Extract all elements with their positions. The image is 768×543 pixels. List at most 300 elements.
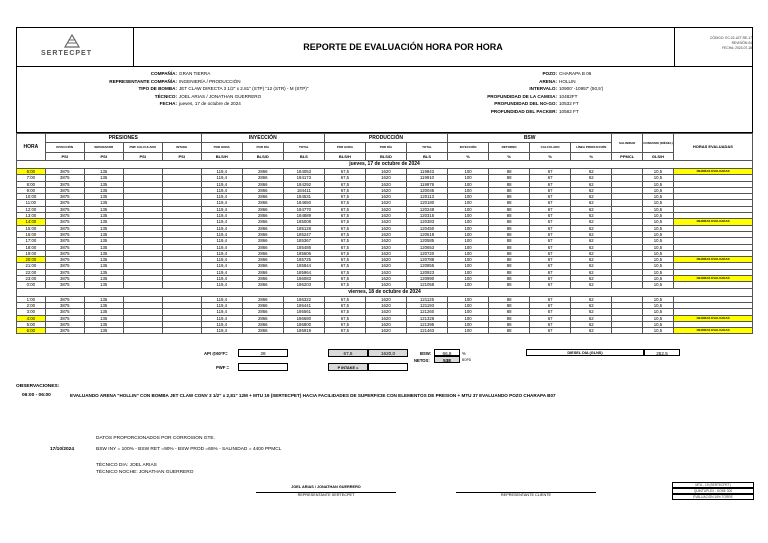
- production-hour-cell: 67,5: [324, 175, 365, 181]
- bsw-return-cell: 88: [489, 175, 530, 181]
- hour-cell: 18:00: [17, 244, 46, 250]
- unit-cell: PSI: [123, 153, 162, 161]
- separator-pressure-cell: 135: [84, 238, 123, 244]
- subheader-cell: INTAKE: [162, 143, 201, 153]
- bsw-calculated-cell: 67: [530, 169, 571, 175]
- injection-total-cell: 186203: [283, 282, 324, 288]
- bsw-injection-cell: 100: [448, 276, 489, 282]
- bsw-label: BSW:: [420, 351, 432, 356]
- separator-pressure-cell: 135: [84, 269, 123, 275]
- bsw-calculated-cell: 67: [530, 328, 571, 334]
- injection-pressure-cell: 3875: [45, 200, 84, 206]
- bsw-calculated-cell: 67: [530, 263, 571, 269]
- production-hour-summary: 67,5: [328, 349, 368, 357]
- injection-day-cell: 2866: [242, 175, 283, 181]
- production-day-cell: 1620: [365, 269, 406, 275]
- day-separator-row: [17, 288, 753, 296]
- doc-revision: REVISIÓN 04: [731, 41, 752, 45]
- injection-hour-cell: 119,4: [201, 200, 242, 206]
- bsw-calculated-cell: 67: [530, 276, 571, 282]
- bsw-return-cell: 88: [489, 238, 530, 244]
- injection-hour-cell: 119,4: [201, 296, 242, 302]
- subheader-cell: POR HORA: [324, 143, 365, 153]
- bsw-calculated-cell: 67: [530, 231, 571, 237]
- report-header: [16, 27, 753, 67]
- injection-total-cell: 184650: [283, 200, 324, 206]
- production-hour-cell: 67,5: [324, 276, 365, 282]
- pintake-value: [368, 363, 408, 371]
- diesel-cell: 10,5: [643, 213, 674, 219]
- production-day-cell: 1620: [365, 321, 406, 327]
- bsw-line-cell: 62: [571, 169, 612, 175]
- injection-pressure-cell: 3875: [45, 175, 84, 181]
- diesel-day-label: DIESEL DIA (GLNS): [526, 349, 644, 356]
- bsw-return-cell: 88: [489, 200, 530, 206]
- technician-day: TÉCNICO DIA: JOEL ARIAS: [96, 463, 157, 468]
- injection-day-cell: 2866: [242, 169, 283, 175]
- production-day-cell: 1620: [365, 315, 406, 321]
- unit-cell: %: [530, 153, 571, 161]
- unit-cell: GLS/H: [643, 153, 674, 161]
- technician-night: TÉCNICO NOCHE: JONATHAN GUERRERO: [96, 470, 194, 475]
- injection-total-cell: 184053: [283, 169, 324, 175]
- separator-pressure-cell: 135: [84, 315, 123, 321]
- bsw-line-cell: 62: [571, 238, 612, 244]
- subheader-cell: SEPARADOR: [84, 143, 123, 153]
- hour-cell: 7:00: [17, 175, 46, 181]
- bsw-line-cell: 62: [571, 328, 612, 334]
- injection-hour-cell: 119,4: [201, 263, 242, 269]
- injection-total-cell: 185367: [283, 238, 324, 244]
- injection-hour-cell: 119,4: [201, 282, 242, 288]
- injection-pressure-cell: 3875: [45, 169, 84, 175]
- hour-cell: 17:00: [17, 238, 46, 244]
- report-sheet: [16, 27, 753, 542]
- production-total-cell: 120315: [406, 213, 447, 219]
- injection-total-cell: 185486: [283, 244, 324, 250]
- production-total-cell: 120923: [406, 269, 447, 275]
- bsw-injection-cell: 100: [448, 315, 489, 321]
- bsw-return-cell: 88: [489, 187, 530, 193]
- production-hour-cell: 67,5: [324, 315, 365, 321]
- injection-total-cell: 184889: [283, 213, 324, 219]
- diesel-cell: 10,5: [643, 219, 674, 225]
- bsw-return-cell: 88: [489, 206, 530, 212]
- production-hour-cell: 67,5: [324, 296, 365, 302]
- diesel-cell: 10,5: [643, 328, 674, 334]
- bsw-calculated-cell: 67: [530, 244, 571, 250]
- rep-sertecpet-label: REPRESENTANTE SERTECPET: [297, 493, 355, 497]
- netos-value: 538: [434, 356, 460, 363]
- bsw-line-cell: 62: [571, 302, 612, 308]
- subheader-cell: INYECCIÓN: [448, 143, 489, 153]
- hours-evaluated-cell: 16HORAS EVALUADAS: [673, 257, 752, 263]
- production-hour-cell: 67,5: [324, 282, 365, 288]
- info-left-row: [57, 79, 241, 84]
- info-label: PROFUNDIDAD DEL NO-GO:: [494, 101, 557, 106]
- production-hour-cell: 67,5: [324, 302, 365, 308]
- info-right-row: [437, 79, 576, 84]
- hours-evaluated-cell: 16HORAS EVALUADAS: [673, 315, 752, 321]
- production-day-cell: 1620: [365, 181, 406, 187]
- bsw-calculated-cell: 67: [530, 250, 571, 256]
- subheader-salinity: SALINIDAD: [612, 134, 643, 153]
- document-codes: [674, 28, 754, 66]
- info-value: CHARAPA B 06: [559, 71, 592, 76]
- group-injection: INYECCIÓN: [201, 134, 324, 143]
- info-value: 10532 FT: [559, 101, 579, 106]
- subheader-diesel: CONSUMO (DIÉSEL): [643, 134, 674, 153]
- unit-cell: PSI: [45, 153, 84, 161]
- bsw-calculated-cell: 67: [530, 194, 571, 200]
- bsw-injection-cell: 100: [448, 169, 489, 175]
- bsw-calculated-cell: 67: [530, 225, 571, 231]
- injection-hour-cell: 119,4: [201, 250, 242, 256]
- injection-day-cell: 2866: [242, 282, 283, 288]
- separator-pressure-cell: 135: [84, 200, 123, 206]
- production-hour-cell: 67,5: [324, 257, 365, 263]
- injection-hour-cell: 119,4: [201, 315, 242, 321]
- unit-cell: BLS/D: [365, 153, 406, 161]
- separator-pressure-cell: 135: [84, 219, 123, 225]
- injection-day-cell: 2866: [242, 213, 283, 219]
- production-hour-cell: 67,5: [324, 200, 365, 206]
- doc-code: CÓDIGO: EC-02-LET-RE-17: [710, 36, 752, 40]
- hour-cell: 12:00: [17, 206, 46, 212]
- subheader-cell: INYECCIÓN: [45, 143, 84, 153]
- injection-hour-cell: 119,4: [201, 194, 242, 200]
- hourly-evaluation-table: [16, 133, 753, 334]
- unit-cell: BLS/H: [324, 153, 365, 161]
- bsw-calculated-cell: 67: [530, 187, 571, 193]
- bsw-return-cell: 88: [489, 219, 530, 225]
- production-day-cell: 1620: [365, 263, 406, 269]
- diesel-cell: 10,5: [643, 206, 674, 212]
- production-day-cell: 1620: [365, 169, 406, 175]
- observations-time: 06:00 - 06:00: [22, 393, 51, 398]
- bsw-return-cell: 88: [489, 194, 530, 200]
- hour-cell: 6:00: [17, 328, 46, 334]
- bsw-calculated-cell: 67: [530, 219, 571, 225]
- injection-hour-cell: 119,4: [201, 269, 242, 275]
- info-right-row: [437, 86, 603, 91]
- subheader-cell: POR HORA: [201, 143, 242, 153]
- diesel-cell: 10,5: [643, 187, 674, 193]
- injection-total-cell: 186322: [283, 296, 324, 302]
- bsw-line-cell: 62: [571, 315, 612, 321]
- injection-pressure-cell: 3875: [45, 263, 84, 269]
- bsw-injection-cell: 100: [448, 321, 489, 327]
- injection-hour-cell: 119,4: [201, 321, 242, 327]
- bsw-return-cell: 88: [489, 213, 530, 219]
- bsw-line-cell: 62: [571, 225, 612, 231]
- bsw-injection-cell: 100: [448, 206, 489, 212]
- separator-pressure-cell: 135: [84, 263, 123, 269]
- unit-cell: BLS/H: [201, 153, 242, 161]
- production-hour-cell: 67,5: [324, 206, 365, 212]
- hour-cell: 3:00: [17, 309, 46, 315]
- separator-pressure-cell: 135: [84, 244, 123, 250]
- production-hour-cell: 67,5: [324, 169, 365, 175]
- observations-text: EVALUANDO ARENA "HOLLIN" CON BOMBA JET CLAW CONV 3 1/2" x 2,81" 12M + MTU 19 (SERTECPET) HACIA FACILIDADES DE SUPERFICIE CON ELEMENTOS DE PRESION + MTU 37 EVALUANDO POZO CHARAPA B07: [70, 393, 556, 398]
- subheader-cell: RETORNO: [489, 143, 530, 153]
- production-hour-cell: 67,5: [324, 269, 365, 275]
- production-hour-cell: 67,5: [324, 231, 365, 237]
- diesel-cell: 10,5: [643, 257, 674, 263]
- production-total-cell: 121395: [406, 321, 447, 327]
- bsw-calculated-cell: 67: [530, 321, 571, 327]
- pintake-label: P INTAKE =: [328, 363, 368, 371]
- hour-cell: 4:00: [17, 315, 46, 321]
- bsw-line-cell: 62: [571, 231, 612, 237]
- hour-cell: 9:00: [17, 187, 46, 193]
- injection-pressure-cell: 3875: [45, 219, 84, 225]
- bsw-line-cell: 62: [571, 219, 612, 225]
- bsw-return-cell: 88: [489, 282, 530, 288]
- production-total-cell: 121125: [406, 296, 447, 302]
- bsw-injection-cell: 100: [448, 257, 489, 263]
- diesel-cell: 10,5: [643, 321, 674, 327]
- unit-cell: PPMCL: [612, 153, 643, 161]
- injection-day-cell: 2866: [242, 328, 283, 334]
- injection-day-cell: 2866: [242, 250, 283, 256]
- hours-evaluated-cell: 16HORAS EVALUADAS: [673, 328, 752, 334]
- separator-pressure-cell: 135: [84, 328, 123, 334]
- production-hour-cell: 67,5: [324, 181, 365, 187]
- bsw-injection-cell: 100: [448, 238, 489, 244]
- diesel-cell: 10,5: [643, 175, 674, 181]
- diesel-cell: 10,5: [643, 231, 674, 237]
- injection-pressure-cell: 3875: [45, 282, 84, 288]
- bsw-calculated-cell: 67: [530, 206, 571, 212]
- bsw-return-cell: 88: [489, 169, 530, 175]
- injection-day-cell: 2866: [242, 181, 283, 187]
- bsw-line-cell: 62: [571, 175, 612, 181]
- company-logo: [17, 28, 134, 66]
- diesel-cell: 10,5: [643, 169, 674, 175]
- injection-day-cell: 2866: [242, 206, 283, 212]
- table-row: [17, 328, 753, 334]
- hour-cell: 13:00: [17, 213, 46, 219]
- bsw-return-cell: 88: [489, 309, 530, 315]
- separator-pressure-cell: 135: [84, 257, 123, 263]
- api-label: API @60°F=: [204, 351, 228, 356]
- injection-day-cell: 2866: [242, 231, 283, 237]
- hour-cell: 23:00: [17, 276, 46, 282]
- production-day-cell: 1620: [365, 282, 406, 288]
- bsw-return-cell: 88: [489, 315, 530, 321]
- injection-day-cell: 2866: [242, 238, 283, 244]
- hour-cell: 1:00: [17, 296, 46, 302]
- production-day-cell: 1620: [365, 231, 406, 237]
- well-info: [16, 67, 753, 133]
- injection-total-cell: 185964: [283, 269, 324, 275]
- bsw-injection-cell: 100: [448, 309, 489, 315]
- injection-total-cell: 184411: [283, 187, 324, 193]
- injection-pressure-cell: 3875: [45, 315, 84, 321]
- bsw-return-cell: 88: [489, 225, 530, 231]
- bsw-line-cell: 62: [571, 250, 612, 256]
- bsw-value: 66,8: [434, 349, 460, 356]
- production-day-cell: 1620: [365, 187, 406, 193]
- production-total-cell: 120383: [406, 219, 447, 225]
- corrosion-note-line: BSW INY = 100% - BSW RET =90% - BSW PROD =65% - SALINIDAD = 4400 PPMCL: [96, 447, 282, 452]
- pwf-cell: [123, 328, 162, 334]
- injection-pressure-cell: 3875: [45, 321, 84, 327]
- production-day-cell: 1620: [365, 276, 406, 282]
- unit-cell: BLS: [406, 153, 447, 161]
- production-total-cell: 120518: [406, 231, 447, 237]
- report-title: REPORTE DE EVALUACIÓN HORA POR HORA: [303, 42, 503, 52]
- diesel-cell: 10,5: [643, 282, 674, 288]
- injection-hour-cell: 119,4: [201, 328, 242, 334]
- bsw-injection-cell: 100: [448, 187, 489, 193]
- separator-pressure-cell: 135: [84, 276, 123, 282]
- production-total-cell: 121328: [406, 315, 447, 321]
- bsw-line-cell: 62: [571, 213, 612, 219]
- production-hour-cell: 67,5: [324, 219, 365, 225]
- day-label: jueves, 17 de octubre de 2024: [17, 161, 753, 169]
- sertecpet-logo-icon: [63, 34, 81, 48]
- injection-hour-cell: 119,4: [201, 225, 242, 231]
- info-label: COMPAÑÍA:: [150, 71, 177, 76]
- hour-cell: 16:00: [17, 231, 46, 237]
- injection-total-cell: 184173: [283, 175, 324, 181]
- injection-hour-cell: 119,4: [201, 238, 242, 244]
- diesel-cell: 10,5: [643, 250, 674, 256]
- bsw-return-cell: 88: [489, 257, 530, 263]
- injection-day-cell: 2866: [242, 244, 283, 250]
- production-total-cell: 120653: [406, 244, 447, 250]
- injection-total-cell: 186919: [283, 328, 324, 334]
- diesel-cell: 10,5: [643, 181, 674, 187]
- diesel-cell: 10,5: [643, 302, 674, 308]
- production-hour-cell: 67,5: [324, 187, 365, 193]
- info-left-row: [57, 86, 308, 91]
- injection-day-cell: 2866: [242, 321, 283, 327]
- injection-total-cell: 185725: [283, 257, 324, 263]
- injection-day-cell: 2866: [242, 296, 283, 302]
- production-day-cell: 1620: [365, 238, 406, 244]
- production-day-cell: 1620: [365, 250, 406, 256]
- production-hour-cell: 67,5: [324, 244, 365, 250]
- hour-cell: 8:00: [17, 181, 46, 187]
- production-day-cell: 1620: [365, 257, 406, 263]
- injection-pressure-cell: 3875: [45, 194, 84, 200]
- subheader-hours: HORAS EVALUADAS: [673, 134, 752, 161]
- api-value: 28: [238, 349, 288, 357]
- injection-hour-cell: 119,4: [201, 244, 242, 250]
- bsw-calculated-cell: 67: [530, 175, 571, 181]
- info-label: INTERVALO:: [529, 86, 557, 91]
- info-value: JET CLAW DIRECTA 3 1/2" x 2.81" (STP) "12 (STR) - M (STP)": [179, 86, 309, 91]
- hour-cell: 2:00: [17, 302, 46, 308]
- injection-pressure-cell: 3875: [45, 244, 84, 250]
- info-label: PROFUNDIDAD DEL PACKER:: [490, 108, 557, 114]
- unit-cell: PSI: [162, 153, 201, 161]
- hour-cell: 15:00: [17, 225, 46, 231]
- info-label: TÉCNICO:: [154, 93, 177, 99]
- production-hour-cell: 67,5: [324, 263, 365, 269]
- rep-client-label: REPRESENTANTE CLIENTE: [500, 493, 552, 497]
- bsw-injection-cell: 100: [448, 269, 489, 275]
- injection-total-cell: 186800: [283, 321, 324, 327]
- bsw-injection-cell: 100: [448, 263, 489, 269]
- injection-pressure-cell: 3875: [45, 302, 84, 308]
- info-value: GRAN TIERRA: [179, 71, 211, 76]
- hour-cell: 5:00: [17, 321, 46, 327]
- injection-day-cell: 2866: [242, 315, 283, 321]
- production-day-cell: 1620: [365, 219, 406, 225]
- intake-cell: [162, 328, 201, 334]
- production-hour-cell: 67,5: [324, 309, 365, 315]
- injection-day-cell: 2866: [242, 200, 283, 206]
- info-label: FECHA:: [159, 101, 177, 106]
- separator-pressure-cell: 135: [84, 169, 123, 175]
- bsw-return-cell: 88: [489, 302, 530, 308]
- bsw-return-cell: 88: [489, 328, 530, 334]
- info-value: jueves, 17 de octubre de 2024: [179, 101, 241, 106]
- info-value: JOEL ARIAS / JONATHAN GUERRERO: [179, 93, 262, 99]
- bsw-injection-cell: 100: [448, 302, 489, 308]
- signer-name: JOEL ARIAS / JONATHAN GUERRERO: [291, 485, 361, 489]
- production-day-cell: 1620: [365, 328, 406, 334]
- production-hour-cell: 67,5: [324, 250, 365, 256]
- injection-day-cell: 2866: [242, 309, 283, 315]
- bsw-calculated-cell: 67: [530, 309, 571, 315]
- production-day-summary: 1620,0: [368, 349, 408, 357]
- diesel-cell: 10,5: [643, 200, 674, 206]
- netos-label: NETOS:: [414, 358, 430, 363]
- production-day-cell: 1620: [365, 175, 406, 181]
- info-right-row: [437, 101, 579, 106]
- bsw-line-cell: 62: [571, 269, 612, 275]
- unit-cell: BLS/D: [242, 153, 283, 161]
- injection-day-cell: 2866: [242, 269, 283, 275]
- production-total-cell: 120180: [406, 200, 447, 206]
- diesel-cell: 10,5: [643, 225, 674, 231]
- injection-pressure-cell: 3875: [45, 231, 84, 237]
- hour-cell: 21:00: [17, 263, 46, 269]
- production-hour-cell: 67,5: [324, 328, 365, 334]
- observations-title: OBSERVACIONES:: [16, 384, 60, 389]
- production-day-cell: 1620: [365, 302, 406, 308]
- separator-pressure-cell: 135: [84, 181, 123, 187]
- bsw-return-cell: 88: [489, 276, 530, 282]
- subheader-cell: TOTAL: [406, 143, 447, 153]
- production-total-cell: 120855: [406, 263, 447, 269]
- info-label: ARENA:: [539, 78, 557, 84]
- footer-stamp: EVALUACIÓN 16% TORRE: [672, 494, 754, 500]
- separator-pressure-cell: 135: [84, 231, 123, 237]
- injection-hour-cell: 119,4: [201, 175, 242, 181]
- bsw-injection-cell: 100: [448, 250, 489, 256]
- bsw-line-cell: 62: [571, 257, 612, 263]
- production-total-cell: 120990: [406, 276, 447, 282]
- bsw-line-cell: 62: [571, 187, 612, 193]
- injection-pressure-cell: 3875: [45, 296, 84, 302]
- injection-day-cell: 2866: [242, 219, 283, 225]
- subheader-cell: POR DÍA: [365, 143, 406, 153]
- hours-evaluated-cell: 16HORAS EVALUADAS: [673, 276, 752, 282]
- bsw-injection-cell: 100: [448, 225, 489, 231]
- production-total-cell: 121058: [406, 282, 447, 288]
- production-day-cell: 1620: [365, 296, 406, 302]
- hour-cell: 19:00: [17, 250, 46, 256]
- production-total-cell: 120788: [406, 257, 447, 263]
- bsw-injection-cell: 100: [448, 231, 489, 237]
- info-right-row: [437, 71, 591, 76]
